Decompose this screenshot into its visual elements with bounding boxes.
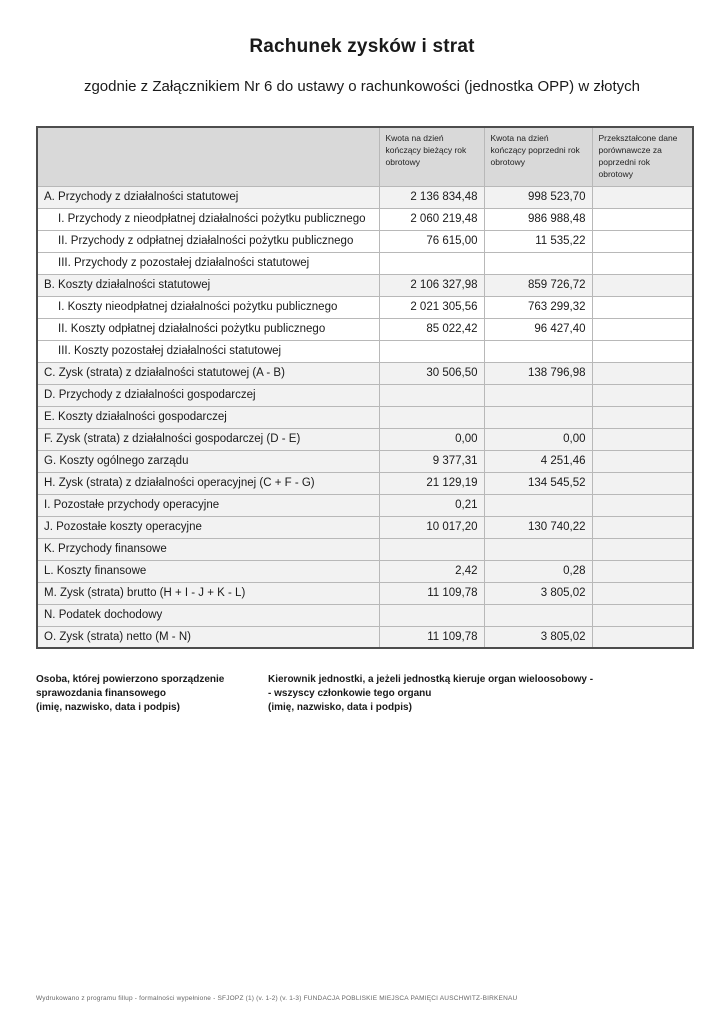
table-row <box>37 560 693 582</box>
table-header-row <box>37 127 693 186</box>
table-row <box>37 230 693 252</box>
value-previous-year <box>484 384 592 406</box>
row-label: O. Zysk (strata) netto (M - N) <box>37 626 379 648</box>
value-current-year <box>379 252 484 274</box>
signature-preparer-line: sprawozdania finansowego <box>36 688 167 700</box>
value-restated <box>592 252 693 274</box>
table-row <box>37 274 693 296</box>
value-restated <box>592 626 693 648</box>
value-restated <box>592 472 693 494</box>
row-label: M. Zysk (strata) brutto (H + I - J + K - L) <box>37 582 379 604</box>
table-row <box>37 296 693 318</box>
table-row <box>37 472 693 494</box>
row-label: N. Podatek dochodowy <box>37 604 379 626</box>
row-label: H. Zysk (strata) z działalności operacyjnej (C + F - G) <box>37 472 379 494</box>
value-current-year <box>379 340 484 362</box>
value-previous-year: 138 796,98 <box>484 362 592 384</box>
value-restated <box>592 450 693 472</box>
value-restated <box>592 318 693 340</box>
value-current-year <box>379 384 484 406</box>
value-current-year <box>379 538 484 560</box>
value-current-year: 2 060 219,48 <box>379 208 484 230</box>
value-current-year: 2,42 <box>379 560 484 582</box>
value-previous-year <box>484 604 592 626</box>
value-previous-year: 3 805,02 <box>484 626 592 648</box>
table-row <box>37 604 693 626</box>
table-row <box>37 406 693 428</box>
signature-manager-line: Kierownik jednostki, a jeżeli jednostką kieruje organ wieloosobowy - <box>268 674 594 686</box>
value-current-year: 76 615,00 <box>379 230 484 252</box>
value-current-year: 0,00 <box>379 428 484 450</box>
value-previous-year <box>484 538 592 560</box>
signature-preparer <box>36 673 268 715</box>
value-current-year: 85 022,42 <box>379 318 484 340</box>
column-header-restated-data: Przekształcone dane porównawcze za poprzedni rok obrotowy <box>592 127 693 186</box>
table-row <box>37 384 693 406</box>
row-label: B. Koszty działalności statutowej <box>37 274 379 296</box>
value-previous-year <box>484 494 592 516</box>
row-label: I. Przychody z nieodpłatnej działalności pożytku publicznego <box>37 208 379 230</box>
value-restated <box>592 296 693 318</box>
value-restated <box>592 604 693 626</box>
value-restated <box>592 384 693 406</box>
value-previous-year: 986 988,48 <box>484 208 592 230</box>
value-previous-year: 4 251,46 <box>484 450 592 472</box>
table-row <box>37 208 693 230</box>
signature-manager-line: (imię, nazwisko, data i podpis) <box>268 702 412 714</box>
value-restated <box>592 516 693 538</box>
column-header-previous-year: Kwota na dzień kończący poprzedni rok obrotowy <box>484 127 592 186</box>
value-restated <box>592 230 693 252</box>
page-subtitle: zgodnie z Załącznikiem Nr 6 do ustawy o rachunkowości (jednostka OPP) w złotych <box>83 78 641 95</box>
value-restated <box>592 362 693 384</box>
value-previous-year <box>484 340 592 362</box>
profit-loss-table <box>36 126 694 649</box>
value-previous-year: 96 427,40 <box>484 318 592 340</box>
value-restated <box>592 560 693 582</box>
row-label: I. Koszty nieodpłatnej działalności pożytku publicznego <box>37 296 379 318</box>
row-label: J. Pozostałe koszty operacyjne <box>37 516 379 538</box>
row-label: C. Zysk (strata) z działalności statutowej (A - B) <box>37 362 379 384</box>
table-row <box>37 582 693 604</box>
value-current-year: 21 129,19 <box>379 472 484 494</box>
value-previous-year: 3 805,02 <box>484 582 592 604</box>
value-previous-year: 998 523,70 <box>484 186 592 208</box>
signature-preparer-line: Osoba, której powierzono sporządzenie <box>36 674 225 686</box>
row-label: III. Koszty pozostałej działalności statutowej <box>37 340 379 362</box>
value-restated <box>592 208 693 230</box>
row-label: II. Przychody z odpłatnej działalności pożytku publicznego <box>37 230 379 252</box>
value-previous-year: 859 726,72 <box>484 274 592 296</box>
value-previous-year: 763 299,32 <box>484 296 592 318</box>
value-current-year: 2 136 834,48 <box>379 186 484 208</box>
page-title: Rachunek zysków i strat <box>249 36 475 57</box>
signature-preparer-line: (imię, nazwisko, data i podpis) <box>36 702 180 714</box>
row-label: G. Koszty ogólnego zarządu <box>37 450 379 472</box>
value-current-year: 11 109,78 <box>379 582 484 604</box>
row-label: L. Koszty finansowe <box>37 560 379 582</box>
value-previous-year: 11 535,22 <box>484 230 592 252</box>
value-previous-year: 130 740,22 <box>484 516 592 538</box>
table-header <box>37 127 693 186</box>
row-label: II. Koszty odpłatnej działalności pożytku publicznego <box>37 318 379 340</box>
value-previous-year: 0,28 <box>484 560 592 582</box>
value-restated <box>592 538 693 560</box>
value-current-year: 2 021 305,56 <box>379 296 484 318</box>
table-row <box>37 186 693 208</box>
row-label: D. Przychody z działalności gospodarczej <box>37 384 379 406</box>
value-current-year: 30 506,50 <box>379 362 484 384</box>
value-restated <box>592 340 693 362</box>
value-current-year <box>379 406 484 428</box>
value-current-year: 0,21 <box>379 494 484 516</box>
table-row <box>37 318 693 340</box>
value-current-year <box>379 604 484 626</box>
row-label: K. Przychody finansowe <box>37 538 379 560</box>
value-restated <box>592 274 693 296</box>
value-restated <box>592 428 693 450</box>
value-previous-year <box>484 252 592 274</box>
table-row <box>37 252 693 274</box>
value-previous-year: 134 545,52 <box>484 472 592 494</box>
row-label: I. Pozostałe przychody operacyjne <box>37 494 379 516</box>
signature-manager <box>268 673 593 715</box>
table-row <box>37 626 693 648</box>
table-row <box>37 494 693 516</box>
table-row <box>37 450 693 472</box>
table-row <box>37 428 693 450</box>
table-row <box>37 340 693 362</box>
value-current-year: 2 106 327,98 <box>379 274 484 296</box>
value-current-year: 9 377,31 <box>379 450 484 472</box>
table-row <box>37 538 693 560</box>
column-header-label <box>37 127 379 186</box>
value-restated <box>592 494 693 516</box>
row-label: F. Zysk (strata) z działalności gospodarczej (D - E) <box>37 428 379 450</box>
table-body <box>37 186 693 648</box>
value-restated <box>592 406 693 428</box>
row-label: E. Koszty działalności gospodarczej <box>37 406 379 428</box>
value-restated <box>592 186 693 208</box>
signature-manager-line: - wszyscy członkowie tego organu <box>268 688 432 700</box>
value-previous-year <box>484 406 592 428</box>
signature-section <box>36 673 692 715</box>
print-footer-note: Wydrukowano z programu fillup - formalności wypełnione - SFJOPZ (1) (v. 1-2) (v. 1-3) FUNDACJA POBLISKIE MIEJSCA PAMIĘCI AUSCHWITZ-BIRKENAU <box>36 995 518 1002</box>
row-label: III. Przychody z pozostałej działalności statutowej <box>37 252 379 274</box>
column-header-current-year: Kwota na dzień kończący bieżący rok obrotowy <box>379 127 484 186</box>
row-label: A. Przychody z działalności statutowej <box>37 186 379 208</box>
value-previous-year: 0,00 <box>484 428 592 450</box>
table-row <box>37 516 693 538</box>
value-current-year: 11 109,78 <box>379 626 484 648</box>
value-restated <box>592 582 693 604</box>
value-current-year: 10 017,20 <box>379 516 484 538</box>
table-row <box>37 362 693 384</box>
